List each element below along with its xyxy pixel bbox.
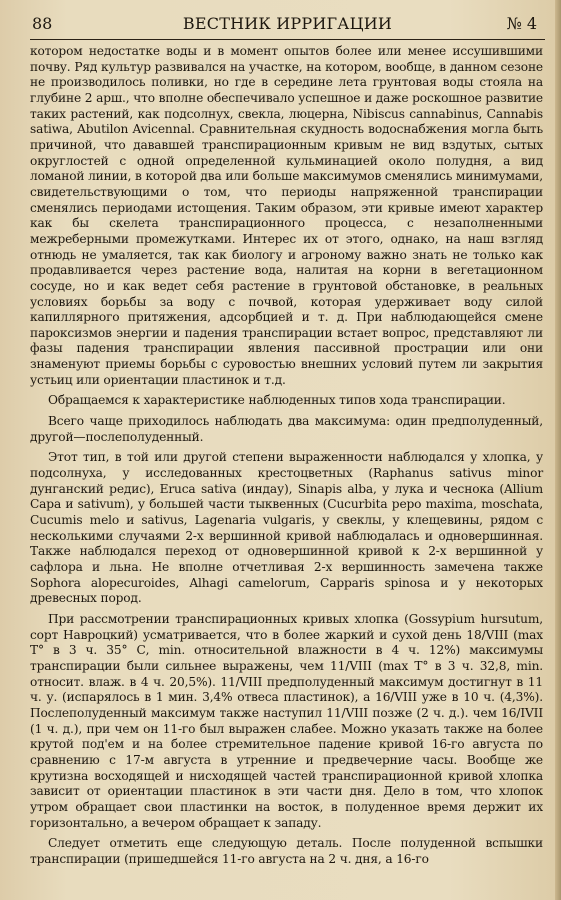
- journal-title: ВЕСТНИК ИРРИГАЦИИ: [182, 14, 393, 33]
- paragraph: Всего чаще приходилось наблюдать два максимума: один предполуденный, другой—послеполуденный.: [30, 414, 543, 444]
- header-rule: [30, 39, 545, 40]
- paragraph: Следует отметить еще следующую деталь. После полуденной вспышки транспирации (пришедшейся 11-го августа на 2 ч. дня, а 16-го: [30, 836, 543, 866]
- body-text: [30, 44, 543, 867]
- running-header: [30, 12, 545, 36]
- issue-number: № 4: [506, 14, 537, 33]
- page-number: 88: [32, 14, 53, 33]
- paragraph: Обращаемся к характеристике наблюденных типов хода транспирации.: [48, 393, 506, 408]
- page-spine-edge: [555, 0, 561, 900]
- paragraph: котором недостатке воды и в момент опытов более или менее иссушившими почву. Ряд культур развивался на участке, на котором, вообще, в данном сезоне не производилось поливки, но где в середине лета грунтовая воды стояла на глубине 2 арш., что вполне обеспечивало успешное и даже роскошное развитие таких растений, как подсолнух, свекла, люцерна, Nibiscus cannabinus, Cannabis satiwa, Abutilon Avicennal. Сравнительная скудность водоснабжения могла быть причиной, что дававшей транспирационным кривым не вид вздутых, сытых округлостей с одной определенной кульминацией около полудня, а вид ломаной линии, в которой два или больше максимумов сменялись минимумами, свидетельствующими о том, что периоды напряженной транспирации сменялись периодами истощения. Таким образом, эти кривые имеют характер как бы скелета транспирационного процесса, с незаполненными межреберными промежутками. Интерес их от этого, однако, на наш взгляд отнюдь не умаляется, так как биологу и агроному важно знать не только как продавливается через растение вода, налитая на корни в вегетационном сосуде, но и как ведет себя растение в грунтовой обстановке, в реальных условиях борьбы за воду с почвой, которая удерживает воду силой капиллярного притяжения, адсорбцией и т. д. При наблюдающейся смене пароксизмов энергии и падения транспирации встает вопрос, представляют ли фазы падения транспирации явления пассивной прострации или они знаменуют приемы борьбы с суровостью внешних условий путем ли закрытия устьиц или ориентации пластинок и т.д.: [30, 44, 543, 387]
- paragraph: При рассмотрении транспирационных кривых хлопка (Gossypium hursutum, сорт Навроцкий) усматривается, что в более жаркий и сухой день 18/VIII (max T° в 3 ч. 35° С, min. относительной влажности в 4 ч. 12%) максимумы транспирации были сильнее выражены, чем 11/VIII (max T° в 3 ч. 32,8, min. относит. влаж. в 4 ч. 20,5%). 11/VIII предполуденный максимум достигнут в 11 ч. у. (испарялось в 1 мин. 3,4% отвеса пластинок), а 16/VIII уже в 10 ч. (4,3%). Послеполуденный максимум также наступил 11/VIII позже (2 ч. д.). чем 16/IVII (1 ч. д.), при чем он 11-го был выражен слабее. Можно указать также на более крутой под'ем и на более стремительное падение кривой 16-го августа по сравнению с 17-м августа в утренние и предвечерние часы. Вообще же крутизна восходящей и нисходящей частей транспирационной кривой хлопка зависит от ориентации пластинок в эти части дня. Дело в том, что хлопок утром обращает свои пластинки на восток, в полуденное время держит их горизонтально, а вечером обращает к западу.: [30, 611, 543, 830]
- paragraph: Этот тип, в той или другой степени выраженности наблюдался у хлопка, у подсолнуха, у исследованных крестоцветных (Raphanus sativus minor дунганский редис), Eruca sativa (индау), Sinapis alba, у лука и чеснока (Allium Capa и sativum), у большей части тыквенных (Cucurbita pepo maxima, moschata, Cucumis melo и sativus, Lagenaria vulgaris, у свеклы, у клещевины, рядом с несколькими случаями 2-х вершинной кривой наблюдалась и одновершинная. Также наблюдался переход от одновершинной кривой к 2-х вершинной у сафлора и льна. Не вполне отчетливая 2-х вершинность замечена также Sophora alopecuroides, Alhagi camelorum, Capparis spinosa и у некоторых древесных пород.: [30, 450, 543, 606]
